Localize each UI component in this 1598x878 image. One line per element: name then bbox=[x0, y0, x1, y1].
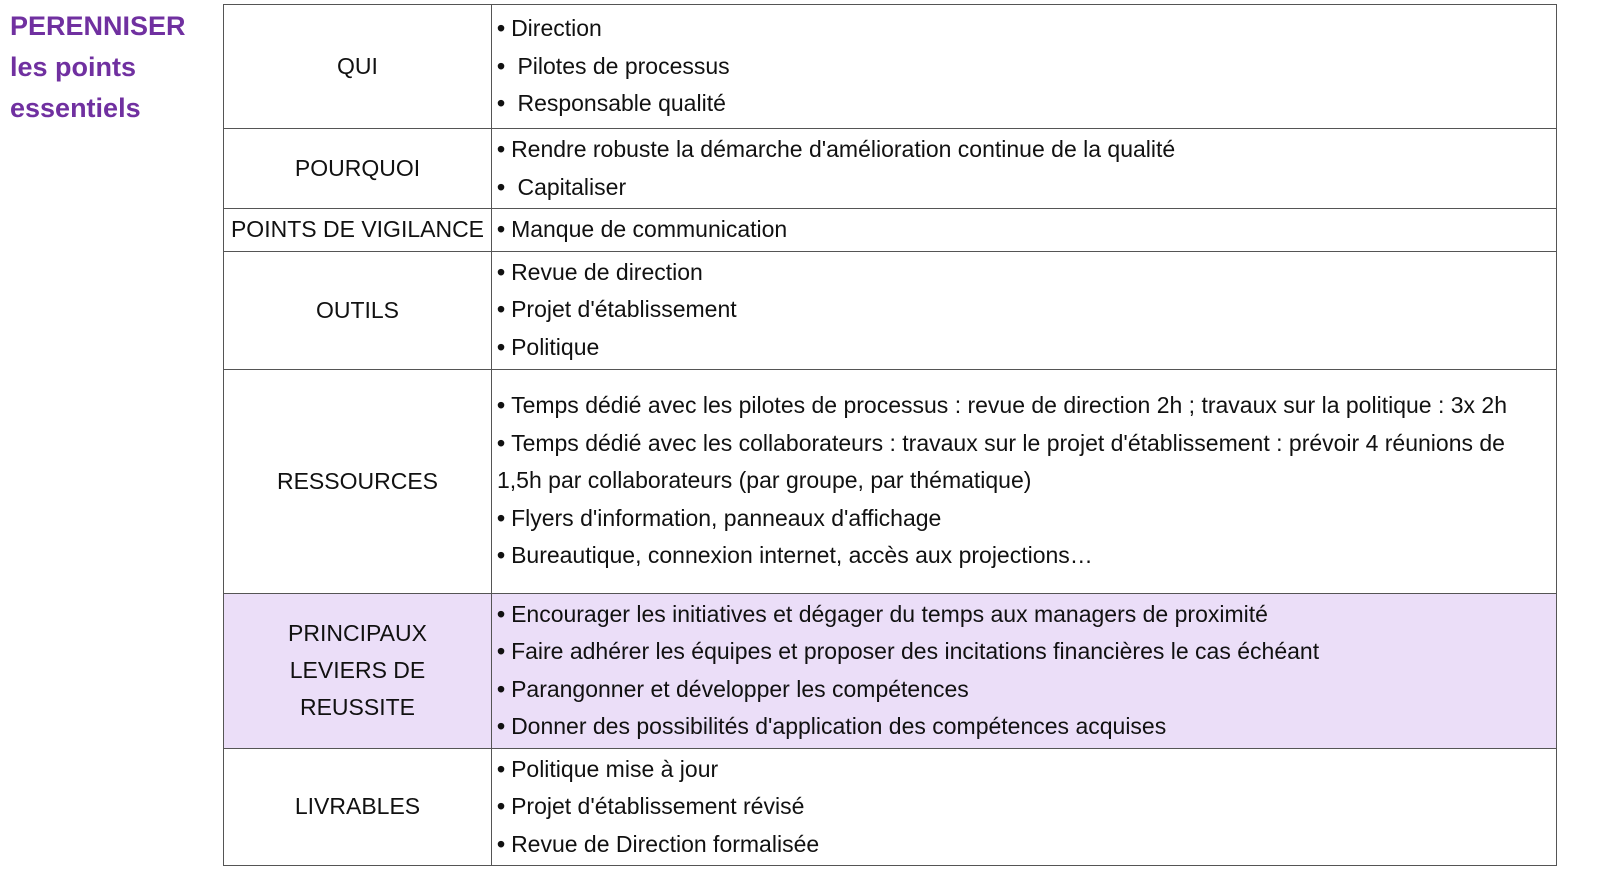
table-row bbox=[224, 5, 1557, 129]
list-item-text: Capitaliser bbox=[511, 173, 627, 200]
list-item bbox=[497, 537, 1552, 575]
table-row bbox=[224, 593, 1557, 748]
list-item-text: Encourager les initiatives et dégager du temps aux managers de proximité bbox=[511, 600, 1268, 627]
list-item-text: Direction bbox=[511, 15, 602, 42]
list-item bbox=[497, 596, 1552, 634]
list-item-text: Faire adhérer les équipes et proposer des incitations financières le cas échéant bbox=[511, 638, 1320, 664]
side-title-line: PERENNISER bbox=[10, 11, 186, 41]
row-label: RESSOURCES bbox=[224, 369, 492, 593]
side-title-line: les points bbox=[10, 52, 137, 82]
list-item bbox=[497, 291, 1552, 329]
summary-table-body bbox=[224, 5, 1557, 866]
table-row bbox=[224, 369, 1557, 593]
list-item bbox=[497, 708, 1552, 746]
side-title-line: essentiels bbox=[10, 93, 141, 123]
bullet-icon: • bbox=[497, 90, 506, 117]
row-label: LIVRABLES bbox=[224, 748, 492, 866]
bullet-icon: • bbox=[497, 755, 506, 782]
bullet-icon: • bbox=[497, 392, 506, 419]
row-items bbox=[492, 593, 1557, 748]
list-item-text: Responsable qualité bbox=[511, 90, 726, 117]
bullet-icon: • bbox=[497, 675, 506, 702]
list-item bbox=[497, 85, 1552, 123]
row-label: POURQUOI bbox=[224, 129, 492, 209]
list-item bbox=[497, 254, 1552, 292]
list-item-text: Politique mise à jour bbox=[511, 755, 719, 782]
list-item bbox=[497, 10, 1552, 48]
bullet-icon: • bbox=[497, 136, 506, 162]
list-item bbox=[497, 329, 1552, 367]
row-items bbox=[492, 209, 1557, 252]
bullet-icon: • bbox=[497, 296, 506, 323]
list-item-text: Pilotes de processus bbox=[511, 52, 730, 79]
bullet-icon: • bbox=[497, 504, 506, 531]
list-item-text: Bureautique, connexion internet, accès aux projections… bbox=[511, 542, 1093, 569]
row-label: PRINCIPAUX LEVIERS DE REUSSITE bbox=[224, 593, 492, 748]
list-item-text: Manque de communication bbox=[511, 216, 788, 242]
table-row bbox=[224, 209, 1557, 252]
list-item-text: Revue de direction bbox=[511, 258, 703, 285]
bullet-icon: • bbox=[497, 15, 506, 42]
bullet-icon: • bbox=[497, 713, 506, 739]
row-items bbox=[492, 129, 1557, 209]
bullet-icon: • bbox=[497, 429, 506, 456]
bullet-icon: • bbox=[497, 258, 506, 285]
table-row bbox=[224, 748, 1557, 866]
list-item-text: Politique bbox=[511, 333, 600, 360]
list-item bbox=[497, 131, 1552, 169]
row-items bbox=[492, 251, 1557, 369]
list-item-text: Flyers d'information, panneaux d'affichage bbox=[511, 504, 942, 531]
list-item bbox=[497, 826, 1552, 864]
list-item-text: Parangonner et développer les compétences bbox=[511, 675, 969, 702]
bullet-icon: • bbox=[497, 216, 506, 242]
list-item-text: Projet d'établissement bbox=[511, 296, 737, 323]
list-item bbox=[497, 387, 1552, 425]
summary-table bbox=[223, 4, 1557, 866]
bullet-icon: • bbox=[497, 830, 506, 857]
list-item bbox=[497, 211, 1552, 249]
list-item bbox=[497, 788, 1552, 826]
list-item-text: Temps dédié avec les pilotes de processus : revue de direction 2h ; travaux sur la politique : 3x 2h bbox=[511, 392, 1508, 419]
bullet-icon: • bbox=[497, 638, 506, 664]
list-item bbox=[497, 500, 1552, 538]
list-item-text: Revue de Direction formalisée bbox=[511, 830, 820, 857]
row-items bbox=[492, 369, 1557, 593]
list-item bbox=[497, 751, 1552, 789]
side-title bbox=[10, 6, 215, 129]
row-items bbox=[492, 5, 1557, 129]
row-label: OUTILS bbox=[224, 251, 492, 369]
list-item bbox=[497, 425, 1552, 500]
bullet-icon: • bbox=[497, 600, 506, 627]
table-row bbox=[224, 129, 1557, 209]
list-item bbox=[497, 169, 1552, 207]
row-items bbox=[492, 748, 1557, 866]
list-item-text: Temps dédié avec les collaborateurs : travaux sur le projet d'établissement : prévoir 4 réunions de 1,5h par collaborateurs (par groupe, par thématique) bbox=[497, 429, 1512, 494]
list-item-text: Rendre robuste la démarche d'amélioration continue de la qualité bbox=[511, 136, 1176, 162]
list-item bbox=[497, 671, 1552, 709]
row-label: POINTS DE VIGILANCE bbox=[224, 209, 492, 252]
bullet-icon: • bbox=[497, 333, 506, 360]
list-item-text: Projet d'établissement révisé bbox=[511, 793, 805, 819]
list-item bbox=[497, 48, 1552, 86]
bullet-icon: • bbox=[497, 52, 506, 79]
bullet-icon: • bbox=[497, 173, 506, 200]
table-row bbox=[224, 251, 1557, 369]
bullet-icon: • bbox=[497, 793, 506, 819]
list-item bbox=[497, 633, 1552, 671]
list-item-text: Donner des possibilités d'application des compétences acquises bbox=[511, 713, 1167, 739]
row-label: QUI bbox=[224, 5, 492, 129]
bullet-icon: • bbox=[497, 542, 506, 569]
